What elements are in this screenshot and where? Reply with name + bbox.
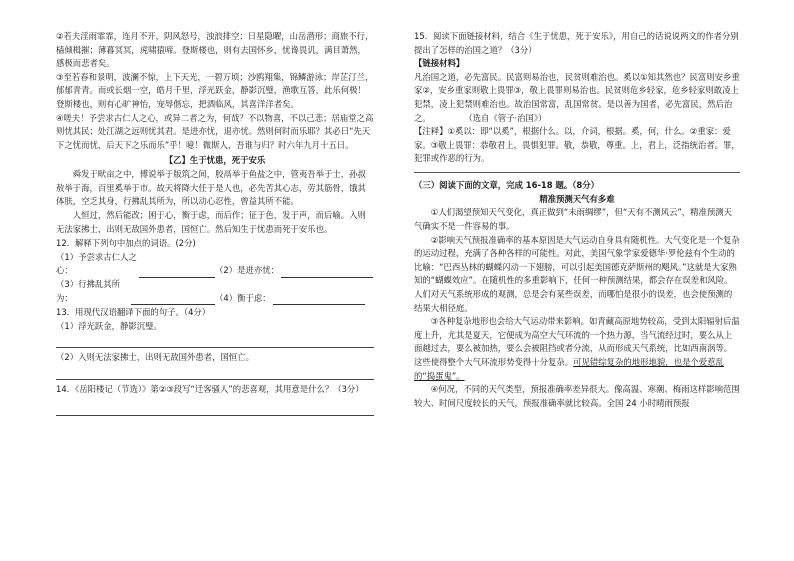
question-13-item-1: （1）浮光跃金，静影沉璧。 bbox=[56, 320, 162, 331]
article-title: 精准预测天气有多难 bbox=[539, 193, 615, 204]
answer-line[interactable] bbox=[56, 403, 374, 416]
link-material-title: 【链接材料】 bbox=[414, 58, 465, 69]
question-12-row-1 bbox=[56, 251, 374, 278]
question-15: 15．阅读下面链接材料，结合《生于忧患，死于安乐》，用自己的话说说两文的作者分别提出了怎样的治国之道？（3分） bbox=[414, 31, 739, 55]
article-paragraph-1: ①人们渴望预知天气变化，真正做到“未雨绸缪”，但“天有不测风云”，精准预测天气确实不是一件容易的事。 bbox=[414, 207, 733, 231]
question-12-row-2 bbox=[56, 278, 374, 305]
answer-blank[interactable] bbox=[139, 267, 215, 278]
question-12-item-4: （4）衡于虑： bbox=[215, 292, 271, 303]
question-12-item-3: （3）行拂乱其所为： bbox=[56, 278, 120, 303]
article-paragraph-3-text: ③各种复杂地形也会给大气运动带来影响。如青藏高原地势较高，受到太阳辐射后温度上升，尤其是夏天，它便成为高空大气环流的一个热力源，当气流经过时，要么从上面越过去，要么被加热，要么会被阻挡或者分流，从而形成天气系统，比如西南涡等。这些使得整个大气环流形势变得十分复杂。 bbox=[414, 316, 740, 368]
passage-yi-paragraph-1: 舜发于畎亩之中，傅说举于版筑之间，胶鬲举于鱼盐之中，管夷吾举于士，孙叔敖举于海，百里奚举于市。故天将降大任于是人也，必先苦其心志，劳其筋骨，饿其体肤，空乏其身，行拂乱其所为，所以动心忍性，曾益其所不能。 bbox=[56, 169, 366, 207]
link-material-notes: 【注释】①奚以：即“以奚”，根据什么。以，介词，根据。奚，何，什么。②重家：爱家。③敬上畏罪：恭敬君上，畏惧犯罪。敬，恭敬，尊重。上，君上，泛指统治者。罪，犯罪或作恶的行为。 bbox=[414, 126, 740, 164]
passage-paragraph-3: ③至若春和景明，波澜不惊，上下天光，一碧万顷；沙鸥翔集，锦鳞游泳；岸芷汀兰，郁郁青青。而或长烟一空，皓月千里，浮光跃金，静影沉璧，渔歌互答，此乐何极！登斯楼也，则有心旷神怡，宠辱偕忘，把酒临风，其喜洋洋者矣。 bbox=[56, 71, 374, 110]
question-12-item-1: （1）予尝求古仁人之心： bbox=[56, 251, 137, 276]
answer-line[interactable] bbox=[56, 367, 374, 380]
question-13-item-2: （2）入则无法家拂士，出则无敌国外患者，国恒亡。 bbox=[56, 352, 254, 363]
article-paragraph-3 bbox=[414, 315, 740, 383]
question-14: 14．《岳阳楼记（节选）》第②③段写“迁客骚人”的悲喜观，其用意是什么？（3分） bbox=[56, 384, 364, 395]
passage-yi-paragraph-2: 人恒过，然后能改；困于心，衡于虑，而后作；征于色，发于声，而后喻。入则无法家拂士，出则无敌国外患者，国恒亡。然后知生于忧患而死于安乐也。 bbox=[56, 209, 366, 234]
answer-blank[interactable] bbox=[131, 294, 215, 305]
left-column bbox=[56, 30, 374, 419]
underlined-sentence: 可见错综复杂的地形地貌，也是个爱惹乱的“捣蛋鬼”。 bbox=[414, 357, 724, 381]
article-paragraph-2: ②影响天气预报准确率的基本原因是大气运动自身具有随机性。大气变化是一个复杂的运动过程，充满了各种各样的可能性。对此，美国气象学家爱德华·罗伦兹有个生动的比喻：“巴西丛林的蝴蝶闪动一下翅膀，可以引起美国德克萨斯州的飓风。”这就是大家熟知的“蝴蝶效应”。在随机性的多重影响下，任何一种预测结果，都会存在误差和风险。人们对天气系统形成的观测，总是会有某些误差，而哪怕是很小的误差，也会使预测的结果大相径庭。 bbox=[414, 234, 740, 313]
right-column bbox=[414, 30, 740, 410]
passage-paragraph-4: ④嗟夫！予尝求古仁人之心，或异二者之为，何哉？不以物喜，不以己悲；居庙堂之高则忧其民；处江湖之远则忧其君。是进亦忧，退亦忧。然则何时而乐耶？其必曰“先天下之忧而忧，后天下之乐而乐”乎！噫！微斯人，吾谁与归？时六年九月十五日。 bbox=[56, 112, 374, 150]
link-material-text: 凡治国之道，必先富民。民富则易治也，民贫则难治也。奚以①知其然也？民富则安乡重家②，安乡重家则敬上畏罪③，敬上畏罪则易治也。民贫则危乡轻家，危乡轻家则敢凌上犯禁，凌上犯禁则难治也。故治国常富，乱国常贫。是以善为国者，必先富民，然后治之。 （选自《管子·治国》） bbox=[414, 71, 740, 123]
question-12: 12．解释下列句中加点的词语。(2分) bbox=[56, 238, 196, 249]
section-three-heading: （三）阅读下面的文章，完成 16-18 题。（8分） bbox=[414, 180, 599, 191]
article-paragraph-4: ④何况，不同的天气类型，预报准确率差异很大。像高温、寒潮、梅雨这样影响范围较大、时间尺度较长的天气，预报准确率就比较高。全国 24 小时晴雨预报 bbox=[414, 384, 740, 408]
divider-line bbox=[414, 172, 740, 173]
answer-line[interactable] bbox=[56, 335, 374, 348]
question-12-item-2: （2）是进亦忧： bbox=[215, 265, 279, 276]
answer-blank[interactable] bbox=[273, 294, 365, 305]
answer-blank[interactable] bbox=[281, 267, 373, 278]
passage-yi-title: 【乙】生于忧患，死于安乐 bbox=[164, 155, 266, 166]
passage-paragraph-2: ②若夫淫雨霏霏，连月不开，阴风怒号，浊浪排空；日星隐曜，山岳潜形；商旅不行，樯倾楫摧；薄暮冥冥，虎啸猿啼。登斯楼也，则有去国怀乡，忧谗畏讥，满目萧然，感极而悲者矣。 bbox=[56, 31, 374, 69]
question-13: 13．用现代汉语翻译下面的句子。（4分） bbox=[56, 307, 211, 318]
